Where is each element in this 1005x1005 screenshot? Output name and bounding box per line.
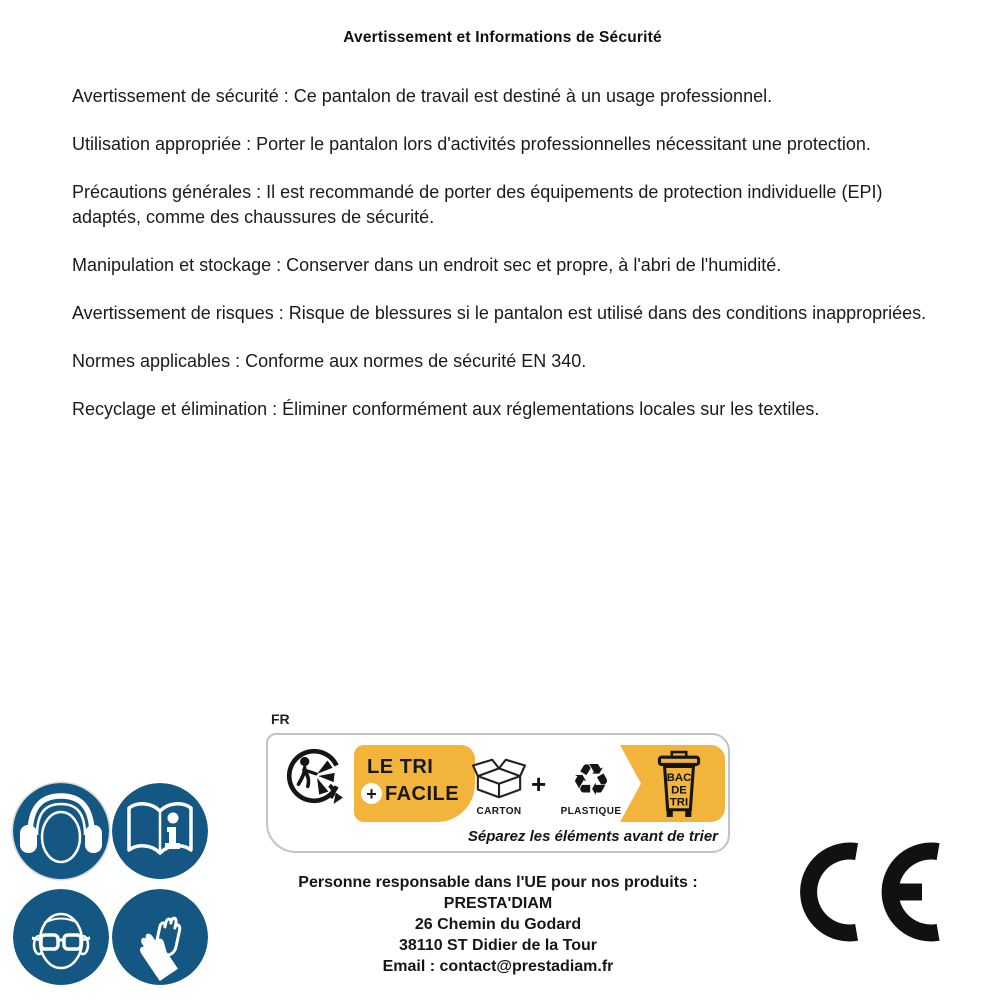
responsible-person-block bbox=[218, 872, 778, 977]
plus-circle-icon: + bbox=[361, 783, 382, 804]
paragraph-general-precautions: Précautions générales : Il est recommandé de porter des équipements de protection individuelle (EPI) adaptés, comme des chaussures de sécurité. bbox=[72, 182, 883, 227]
recycling-triangle-icon: ♻ bbox=[571, 755, 611, 806]
sorting-bin-icon bbox=[656, 750, 702, 818]
sorting-bin-chevron bbox=[620, 745, 725, 822]
page-title: Avertissement et Informations de Sécurité bbox=[343, 29, 662, 46]
address-city: 38110 ST Didier de la Tour bbox=[399, 937, 597, 954]
paragraph-handling-storage: Manipulation et stockage : Conserver dans un endroit sec et propre, à l'abri de l'humidité. bbox=[72, 255, 782, 275]
read-manual-icon bbox=[112, 783, 208, 879]
country-code-label: FR bbox=[271, 711, 290, 727]
ce-marking-icon bbox=[800, 842, 940, 942]
carton-item bbox=[466, 749, 532, 817]
paragraph-standards: Normes applicables : Conforme aux normes de sécurité EN 340. bbox=[72, 351, 587, 371]
sorting-tagline: Séparez les éléments avant de trier bbox=[467, 828, 718, 845]
materials-plus-sign: + bbox=[531, 769, 547, 799]
contact-email: Email : contact@prestadiam.fr bbox=[382, 958, 614, 975]
responsible-intro: Personne responsable dans l'UE pour nos produits : bbox=[298, 874, 698, 891]
bin-text-bac: BAC bbox=[666, 771, 692, 784]
mandatory-pictograms bbox=[13, 783, 208, 985]
eye-protection-icon bbox=[13, 889, 109, 985]
triman-logo-icon bbox=[285, 746, 343, 808]
company-name: PRESTA'DIAM bbox=[443, 895, 553, 912]
bin-text-de: DE bbox=[671, 784, 687, 797]
paragraph-recycling: Recyclage et élimination : Éliminer conformément aux réglementations locales sur les textiles. bbox=[72, 399, 820, 419]
paragraph-safety-warning: Avertissement de sécurité : Ce pantalon de travail est destiné à un usage professionnel. bbox=[72, 86, 773, 106]
info-tri-label bbox=[266, 733, 730, 853]
protective-gloves-icon bbox=[112, 889, 208, 985]
ear-protection-icon bbox=[13, 783, 109, 879]
safety-text bbox=[72, 84, 942, 445]
paragraph-appropriate-use: Utilisation appropriée : Porter le pantalon lors d'activités professionnelles nécessitant une protection. bbox=[72, 134, 871, 154]
le-tri-text: LE TRI bbox=[367, 756, 434, 778]
le-tri-facile-block bbox=[354, 745, 475, 822]
address-street: 26 Chemin du Godard bbox=[414, 916, 582, 933]
facile-text: FACILE bbox=[385, 782, 460, 805]
bin-text-tri: TRI bbox=[669, 796, 689, 809]
plastique-label: PLASTIQUE bbox=[560, 806, 622, 817]
plastique-item bbox=[556, 749, 626, 817]
carton-label: CARTON bbox=[476, 806, 522, 817]
paragraph-risk-warning: Avertissement de risques : Risque de blessures si le pantalon est utilisé dans des conditions inappropriées. bbox=[72, 303, 927, 323]
cardboard-box-icon bbox=[471, 753, 527, 803]
